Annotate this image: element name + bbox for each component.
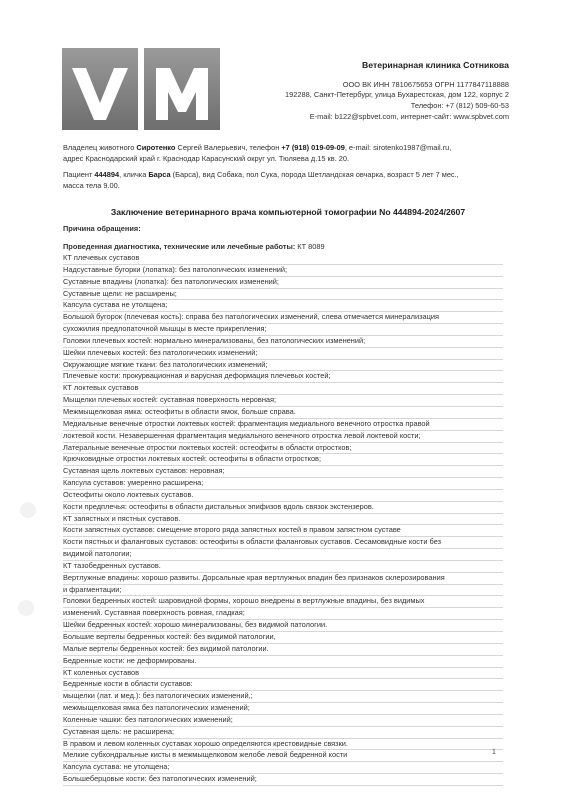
owner-phone: +7 (918) 019-09-09 [281,143,345,152]
report-line: КТ плечевых суставов [63,253,503,265]
owner-prefix: Владелец животного [63,143,137,152]
report-line: КТ коленных суставов [63,668,503,680]
clinic-header [209,60,509,123]
patient-weight: масса тела 9.00. [63,180,120,190]
report-line: Суставная щель: не расширена; [63,727,503,739]
report-line: Большой бугорок (плечевая кость): справа без патологических изменений, слева отмечается минерализация [63,312,503,324]
report-line: Крючковидные отростки локтевых костей: остеофиты в области отростков; [63,454,503,466]
owner-info [63,143,513,164]
clinic-phone: Телефон: +7 (812) 509-60-53 [410,101,509,111]
clinic-legal: ООО ВК ИНН 7810675653 ОГРН 1177847118888 [342,79,509,89]
report-line: Латеральные венечные отростки локтевых костей: остеофиты в области отростков; [63,443,503,455]
clinic-name: Ветеринарная клиника Сотникова [362,60,509,70]
report-line: Капсула суставов: умеренно расширена; [63,478,503,490]
report-line: Большие вертелы бедренных костей: без видимой патологии, [63,632,503,644]
report-line: локтевой кости. Незавершенная фрагментация медиального венечного отростка левой локтевой кости; [63,431,503,443]
report-line: Капсула сустава не утолщена; [63,300,503,312]
clinic-email: E-mail: b122@spbvet.com, интернет-сайт: www.spbvet.com [309,111,509,121]
report-line: Плечевые кости: прокурвационная и варусная деформация плечевых костей; [63,371,503,383]
report-line: Кости запястных суставов: смещение второго ряда запястных костей в правом запястном суставе [63,525,503,537]
report-line: Шейки плечевых костей: без патологических изменений; [63,348,503,360]
report-line: Мыщелки плечевых костей: суставная поверхность неровная; [63,395,503,407]
page-number: 1 [492,749,496,756]
report-line: Шейки бедренных костей: хорошо минерализованы, без видимой патологии. [63,620,503,632]
report-line: Окружающие мягкие ткани: без патологических изменений; [63,360,503,372]
report-line: видимой патологии; [63,549,503,561]
owner-surname: Сиротенко [136,143,176,152]
report-line: Кости пястных и фаланговых суставов: остеофиты в области фаланговых суставов. Сесамовидные кости без [63,537,503,549]
patient-nick-label: , кличка [119,170,149,179]
report-line: Капсула сустава: не утолщена; [63,762,503,774]
report-line: Большеберцовые кости: без патологических изменений; [63,774,503,786]
owner-address: адрес Краснодарский край г. Краснодар Карасунский округ ул. Тюляева д.15 кв. 20. [63,153,350,163]
report-line: Мелкие субхондральные кисты в межмыщелковом желобе левой бедренной кости [63,750,503,762]
patient-nick-paren: (Барса) [170,170,199,179]
punch-hole [20,502,36,518]
report-line: Суставные щели: не расширены; [63,289,503,301]
findings-list [63,253,503,786]
owner-name: Сергей Валерьевич, телефон [175,143,282,152]
patient-id: 444894 [94,170,120,179]
report-line: КТ тазобедренных суставов. [63,561,503,573]
report-line: Остеофиты около локтевых суставов. [63,490,503,502]
report-line: Кости предплечья: остеофиты в области дистальных эпифизов вдоль связок экстензеров. [63,502,503,514]
report-line: КТ локтевых суставов [63,383,503,395]
report-body [63,223,503,786]
report-line: мыщелки (лат. и мед.): без патологических изменений,; [63,691,503,703]
owner-email: , e-mail: sirotenko1987@mail.ru, [344,143,452,152]
report-line: межмыщелковая ямка без патологических изменений; [63,703,503,715]
report-line: Малые вертелы бедренных костей: без видимой патологии. [63,644,503,656]
report-line: Бедренные кости: не деформированы. [63,656,503,668]
report-line: КТ запястных и пястных суставов. [63,514,503,526]
patient-nick: Барса [148,170,171,179]
clinic-address: 192288, Санкт-Петербург, улица Бухарестская, дом 122, корпус 2 [285,90,509,100]
report-line: Суставная щель локтевых суставов: неровная; [63,466,503,478]
report-line: и фрагментации; [63,585,503,597]
report-line: Головки плечевых костей: нормально минерализованы, без патологических изменений; [63,336,503,348]
clinic-logo [62,48,220,130]
document-title: Заключение ветеринарного врача компьютерной томографии No 444894-2024/2607 [110,207,466,217]
patient-details: , вид Собака, пол Сука, порода Шетландская овчарка, возраст 5 лет 7 мес., [198,170,459,179]
diagnostics-value: КТ 8089 [295,242,325,251]
report-line: изменений. Суставная поверхность ровная, гладкая; [63,608,503,620]
reason-label: Причина обращения: [63,224,141,233]
report-line: В правом и левом коленных суставах хорошо определяются крестовидные связки. [63,739,503,751]
report-line: Межмыщелковая ямка: остеофиты в области ямок, больше справа. [63,407,503,419]
patient-prefix: Пациент [63,170,95,179]
report-line: Вертлужные впадины: хорошо развиты. Дорсальные края вертлужных впадин без признаков склерозирования [63,573,503,585]
report-line: Бедренные кости в области суставов: [63,679,503,691]
report-line: Суставные впадины (лопатка): без патологических изменений; [63,277,503,289]
report-line: Коленные чашки: без патологических изменений; [63,715,503,727]
report-line: сухожилия предлопаточной мышцы в месте прикрепления; [63,324,503,336]
report-line: Медиальные венечные отростки локтевых костей: фрагментация медиального венечного отростка правой [63,419,503,431]
punch-hole [18,600,34,616]
diagnostics-label: Проведенная диагностика, технические или лечебные работы: [63,242,296,251]
diagnostics-line [63,241,503,253]
patient-info [63,170,513,191]
report-line: Надсуставные бугорки (лопатка): без патологических изменений; [63,265,503,277]
report-line: Головки бедренных костей: шаровидной формы, хорошо внедрены в вертлужные впадины, без видимых [63,596,503,608]
